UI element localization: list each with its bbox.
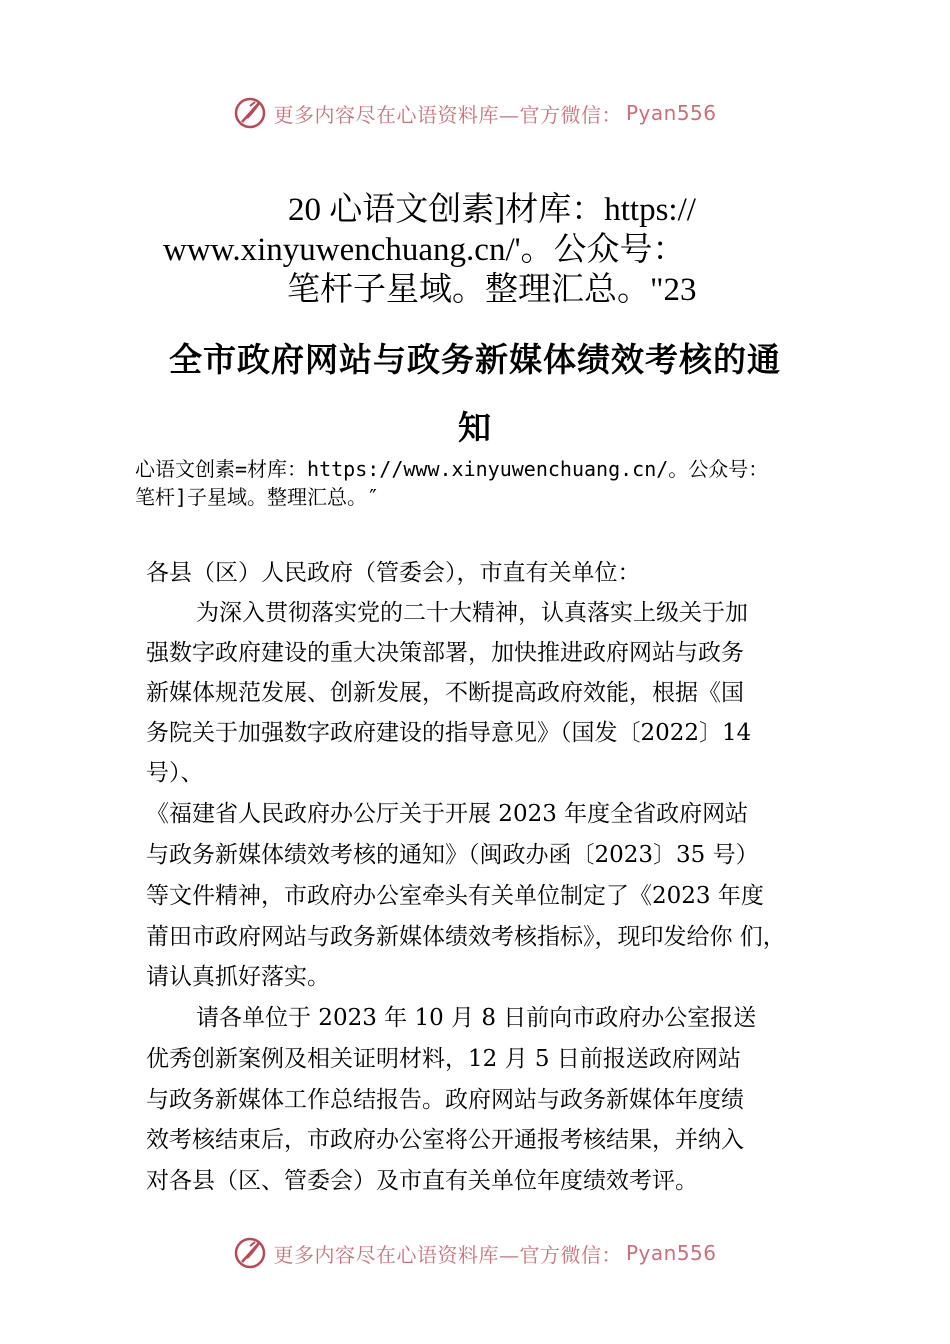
banner-wechat-id: Pyan556	[625, 1241, 717, 1265]
header-banner	[0, 96, 950, 130]
heading-line-1: 20 心语文创素]材库：https://	[288, 192, 696, 228]
heading-line-3: 笔杆子星域。整理汇总。"23	[287, 272, 697, 308]
paragraph-1-line: 莆田市政府网站与政务新媒体绩效考核指标》，现印发给你 们，	[146, 924, 786, 950]
footer-banner	[0, 1236, 950, 1270]
paragraph-2-line: 对各县（区、管委会）及市直有关单位年度绩效考评。	[146, 1168, 698, 1194]
banner-text: 更多内容尽在心语资料库—官方微信：	[273, 1242, 622, 1267]
quill-circle-logo-icon	[233, 1236, 267, 1270]
paragraph-1-line: 为深入贯彻落实党的二十大精神，认真落实上级关于加	[196, 600, 748, 626]
paragraph-1-line: 与政务新媒体绩效考核的通知》（闽政办函〔2023〕35 号）	[146, 842, 759, 868]
paragraph-2-line: 优秀创新案例及相关证明材料，12 月 5 日前报送政府网站	[146, 1046, 741, 1072]
document-title-line-1: 全市政府网站与政务新媒体绩效考核的通	[169, 340, 781, 379]
quill-circle-logo-icon	[233, 96, 267, 130]
source-note-line-2: 笔杆]子星域。整理汇总。″	[135, 485, 380, 509]
salutation: 各县（区）人民政府（管委会），市直有关单位：	[146, 560, 641, 586]
document-title-line-2: 知	[458, 408, 492, 447]
paragraph-1-line: 《福建省人民政府办公厅关于开展 2023 年度全省政府网站	[146, 801, 749, 827]
banner-text: 更多内容尽在心语资料库—官方微信：	[273, 102, 622, 127]
heading-line-2: www.xinyuwenchuang.cn/'。公众号：	[163, 232, 686, 268]
source-note-line-1: 心语文创素=材库：https://www.xinyuwenchuang.cn/。公众号：	[135, 457, 769, 481]
paragraph-1-line: 新媒体规范发展、创新发展，不断提高政府效能，根据《国	[146, 680, 744, 706]
banner-wechat-id: Pyan556	[625, 101, 717, 125]
paragraph-2-line: 请各单位于 2023 年 10 月 8 日前向市政府办公室报送	[196, 1005, 757, 1031]
paragraph-1-line: 号）、	[146, 760, 204, 786]
paragraph-2-line: 效考核结束后，市政府办公室将公开通报考核结果，并纳入	[146, 1127, 744, 1153]
paragraph-1-line: 强数字政府建设的重大决策部署，加快推进政府网站与政务	[146, 640, 744, 666]
paragraph-1-line: 请认真抓好落实。	[146, 964, 330, 990]
paragraph-1-line: 务院关于加强数字政府建设的指导意见》（国发〔2022〕14	[146, 720, 752, 746]
paragraph-1-line: 等文件精神，市政府办公室牵头有关单位制定了《2023 年度	[146, 883, 764, 909]
paragraph-2-line: 与政务新媒体工作总结报告。政府网站与政务新媒体年度绩	[146, 1087, 744, 1113]
